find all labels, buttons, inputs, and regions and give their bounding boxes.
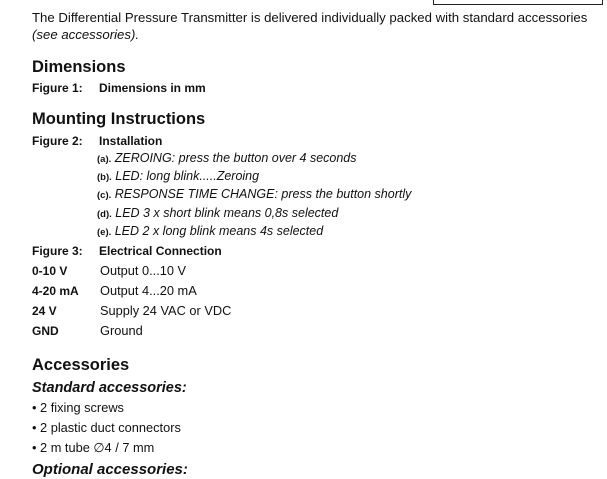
figure-1-label: Figure 1: xyxy=(32,81,83,95)
terminal-row: 24 V Supply 24 VAC or VDC xyxy=(32,303,232,318)
figure-1-title: Dimensions in mm xyxy=(99,81,206,95)
install-step: (d). LED 3 x short blink means 0,8s selected xyxy=(97,206,339,220)
standard-accessories-heading: Standard accessories: xyxy=(32,380,187,396)
optional-accessories-heading: Optional accessories: xyxy=(32,461,188,478)
figure-3-caption xyxy=(32,243,222,259)
intro-paragraph xyxy=(32,9,602,43)
dimensions-heading: Dimensions xyxy=(32,58,126,76)
terminal-row: GND Ground xyxy=(32,323,143,338)
intro-accessories-ref: (see accessories). xyxy=(32,27,140,42)
install-step: (c). RESPONSE TIME CHANGE: press the button shortly xyxy=(97,187,412,201)
install-step: (e). LED 2 x long blink means 4s selected xyxy=(97,224,324,238)
figure-2-label: Figure 2: xyxy=(32,134,83,148)
mounting-heading: Mounting Instructions xyxy=(32,110,206,128)
header-box xyxy=(433,0,603,5)
figure-2-caption xyxy=(32,133,162,149)
figure-3-label: Figure 3: xyxy=(32,244,83,258)
terminal-row: 4-20 mA Output 4...20 mA xyxy=(32,283,197,298)
accessory-item: • 2 m tube ∅4 / 7 mm xyxy=(32,440,155,455)
install-step: (a). ZEROING: press the button over 4 seconds xyxy=(97,151,357,165)
install-step: (b). LED: long blink.....Zeroing xyxy=(97,169,260,183)
figure-1-caption xyxy=(32,80,206,96)
accessory-item: • 2 plastic duct connectors xyxy=(32,420,181,435)
intro-text: The Differential Pressure Transmitter is delivered individually packed with standard accessories xyxy=(32,10,588,25)
accessory-item: • 2 fixing screws xyxy=(32,400,124,415)
accessories-heading: Accessories xyxy=(32,356,130,374)
terminal-row: 0-10 V Output 0...10 V xyxy=(32,263,187,278)
figure-2-title: Installation xyxy=(99,134,163,148)
figure-3-title: Electrical Connection xyxy=(99,244,222,258)
